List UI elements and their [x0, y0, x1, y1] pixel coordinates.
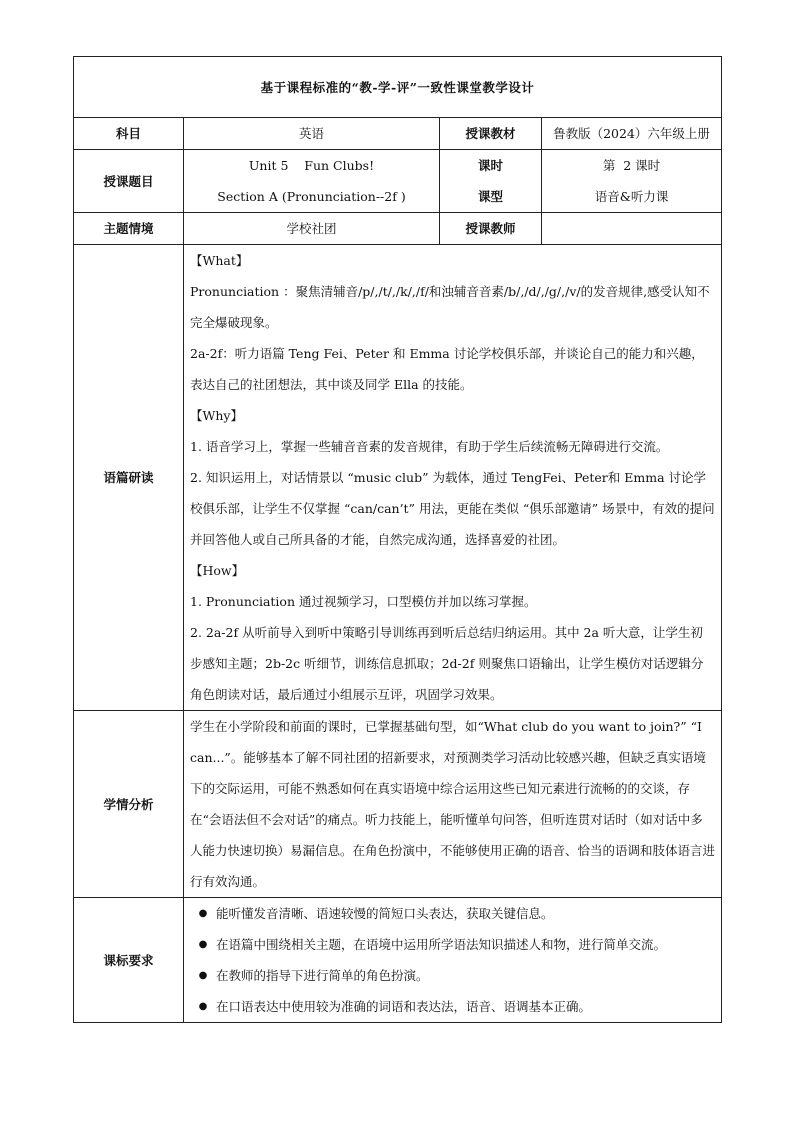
theme-label: 主题情境	[74, 213, 184, 245]
curriculum-item	[190, 960, 715, 991]
topic-label: 授课题目	[74, 150, 184, 213]
curriculum-item	[190, 929, 715, 960]
how-point-2: 2. 2a-2f 从听前导入到听中策略引导训练再到听后总结归纳运用。其中 2a 听大意，让学生初步感知主题；2b-2c 听细节，训练信息抓取；2d-2f 则聚焦口语输出，让学生模仿对话逻辑分角色朗读对话，最后通过小组展示互评，巩固学习效果。	[190, 625, 704, 702]
teacher-label: 授课教师	[440, 213, 542, 245]
curriculum-label: 课标要求	[74, 898, 184, 1023]
what-heading: 【What】	[190, 253, 249, 268]
period-value: 第 2 课时	[602, 158, 661, 173]
bullet-icon: ●	[198, 1001, 208, 1012]
curriculum-item-text: 在教师的指导下进行简单的角色扮演。	[216, 968, 429, 983]
curriculum-item-text: 在语篇中围绕相关主题，在语境中运用所学语法知识描述人和物，进行简单交流。	[216, 937, 667, 952]
topic-line1: Unit 5 Fun Clubs!	[248, 158, 375, 173]
curriculum-item-text: 能听懂发音清晰、语速较慢的简短口头表达，获取关键信息。	[216, 906, 554, 921]
period-type-labels	[440, 150, 542, 213]
why-point-2: 2. 知识运用上，对话情景以 “music club” 为载体，通过 TengFei、Peter和 Emma 讨论学校俱乐部，让学生不仅掌握 “can/can’t” 用法，更能在类似 “俱乐部邀请” 场景中，有效的提问并回答他人或自己所具备的才能，自然完成沟通，选择喜爱的社团。	[190, 470, 715, 547]
period-label: 课时	[477, 158, 503, 173]
text-study-content	[184, 245, 722, 711]
subject-label: 科目	[74, 118, 184, 150]
page-title: 基于课程标准的“教-学-评”一致性课堂教学设计	[74, 57, 722, 118]
why-point-1: 1. 语音学习上，掌握一些辅音音素的发音规律，有助于学生后续流畅无障碍进行交流。	[190, 439, 669, 454]
teacher-value	[542, 213, 722, 245]
curriculum-item-text: 在口语表达中使用较为准确的词语和表达法，语音、语调基本正确。	[216, 999, 592, 1014]
student-analysis-content	[184, 711, 722, 898]
bullet-icon: ●	[198, 908, 208, 919]
bullet-icon: ●	[198, 939, 208, 950]
lesson-design-table	[73, 56, 722, 1023]
curriculum-item	[190, 898, 715, 929]
type-label: 课型	[477, 189, 503, 204]
theme-value: 学校社团	[184, 213, 440, 245]
why-heading: 【Why】	[190, 408, 243, 423]
how-point-1: 1. Pronunciation 通过视频学习，口型模仿并加以练习掌握。	[190, 594, 537, 609]
period-type-values	[542, 150, 722, 213]
student-analysis-label: 学情分析	[74, 711, 184, 898]
text-study-label: 语篇研读	[74, 245, 184, 711]
curriculum-item	[190, 991, 715, 1022]
material-label: 授课教材	[440, 118, 542, 150]
subject-value: 英语	[184, 118, 440, 150]
bullet-icon: ●	[198, 970, 208, 981]
material-value: 鲁教版（2024）六年级上册	[542, 118, 722, 150]
what-listening: 2a-2f：听力语篇 Teng Fei、Peter 和 Emma 讨论学校俱乐部，并谈论自己的能力和兴趣，表达自己的社团想法，其中谈及同学 Ella 的技能。	[190, 346, 704, 392]
what-pronunciation: Pronunciation ：聚焦清辅音/p/,/t/,/k/,/f/和浊辅音音素/b/,/d/,/g/,/v/的发音规律,感受认知不完全爆破现象。	[190, 284, 710, 330]
curriculum-content	[184, 898, 722, 1023]
how-heading: 【How】	[190, 563, 245, 578]
topic-line2: Section A (Pronunciation--2f )	[217, 189, 406, 204]
type-value: 语音&听力课	[594, 189, 669, 204]
topic-value	[184, 150, 440, 213]
student-analysis-text: 学生在小学阶段和前面的课时，已掌握基础句型，如“What club do you want to join?” “I can...”。能够基本了解不同社团的招新要求，对预测类学习活动比较感兴趣，但缺乏真实语境下的交际运用，可能不熟悉如何在真实语境中综合运用这些已知元素进行流畅的的交谈，存在“会语法但不会对话”的痛点。听力技能上，能听懂单句问答，但听连贯对话时（如对话中多人能力快速切换）易漏信息。在角色扮演中，不能够使用正确的语音、恰当的语调和肢体语言进行有效沟通。	[190, 719, 716, 889]
